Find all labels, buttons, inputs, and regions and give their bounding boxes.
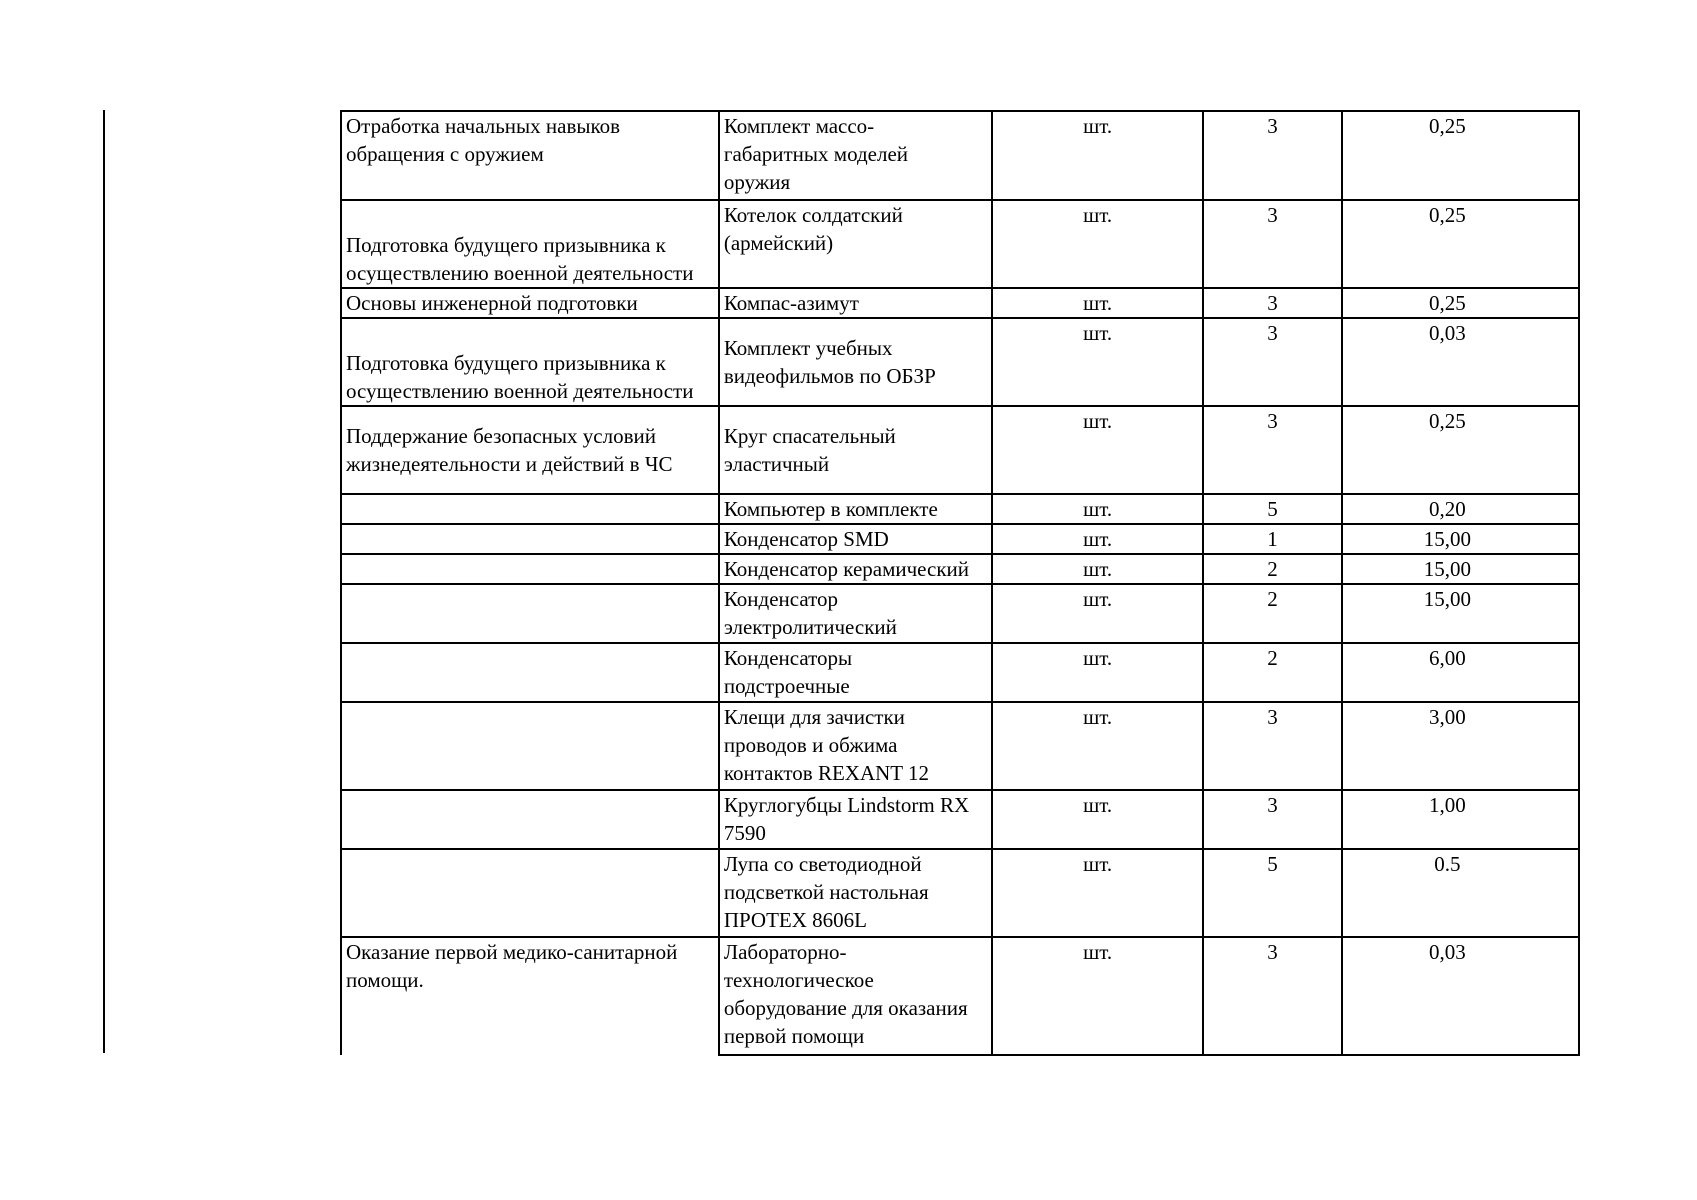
table-row: [341, 554, 1579, 584]
unit-cell: шт.: [992, 702, 1203, 790]
unit-cell: шт.: [992, 524, 1203, 554]
table-row: [341, 643, 1579, 702]
quantity-cell: 5: [1203, 494, 1342, 524]
item-cell: Лабораторно- технологическое оборудование для оказания первой помощи: [719, 937, 992, 1055]
value-cell: 0.5: [1342, 849, 1579, 937]
item-cell: Компас-азимут: [719, 288, 992, 318]
unit-cell: шт.: [992, 318, 1203, 406]
value-cell: 0,25: [1342, 200, 1579, 288]
item-cell: Конденсатор SMD: [719, 524, 992, 554]
quantity-cell: 2: [1203, 643, 1342, 702]
item-cell: Комплект учебных видеофильмов по ОБЗР: [719, 318, 992, 406]
unit-cell: шт.: [992, 111, 1203, 200]
item-cell: Комплект массо- габаритных моделей оружия: [719, 111, 992, 200]
value-cell: 3,00: [1342, 702, 1579, 790]
unit-cell: шт.: [992, 406, 1203, 494]
quantity-cell: 3: [1203, 406, 1342, 494]
topic-cell: Поддержание безопасных условий жизнедеятельности и действий в ЧС: [341, 406, 719, 494]
table-row: [341, 406, 1579, 494]
table-row: [341, 790, 1579, 849]
unit-cell: шт.: [992, 937, 1203, 1055]
quantity-cell: 2: [1203, 584, 1342, 643]
topic-cell: Оказание первой медико-санитарной помощи.: [341, 937, 719, 1055]
topic-cell: [341, 849, 719, 937]
table-row: [341, 524, 1579, 554]
item-cell: Клещи для зачистки проводов и обжима контактов REXANT 12: [719, 702, 992, 790]
topic-cell: [341, 643, 719, 702]
item-cell: Конденсаторы подстроечные: [719, 643, 992, 702]
quantity-cell: 3: [1203, 288, 1342, 318]
topic-cell: Подготовка будущего призывника к осуществлению военной деятельности: [341, 200, 719, 288]
unit-cell: шт.: [992, 643, 1203, 702]
unit-cell: шт.: [992, 790, 1203, 849]
table-row: [341, 494, 1579, 524]
value-cell: 6,00: [1342, 643, 1579, 702]
item-cell: Конденсатор электролитический: [719, 584, 992, 643]
value-cell: 0,20: [1342, 494, 1579, 524]
unit-cell: шт.: [992, 849, 1203, 937]
topic-cell: Основы инженерной подготовки: [341, 288, 719, 318]
value-cell: 0,25: [1342, 406, 1579, 494]
quantity-cell: 3: [1203, 937, 1342, 1055]
unit-cell: шт.: [992, 494, 1203, 524]
item-cell: Компьютер в комплекте: [719, 494, 992, 524]
value-cell: 0,03: [1342, 318, 1579, 406]
quantity-cell: 2: [1203, 554, 1342, 584]
topic-cell: Подготовка будущего призывника к осуществлению военной деятельности: [341, 318, 719, 406]
table-row: [341, 584, 1579, 643]
topic-cell: [341, 524, 719, 554]
unit-cell: шт.: [992, 554, 1203, 584]
quantity-cell: 3: [1203, 318, 1342, 406]
unit-cell: шт.: [992, 288, 1203, 318]
quantity-cell: 3: [1203, 111, 1342, 200]
table-row: [341, 288, 1579, 318]
quantity-cell: 5: [1203, 849, 1342, 937]
quantity-cell: 1: [1203, 524, 1342, 554]
value-cell: 0,03: [1342, 937, 1579, 1055]
topic-cell: [341, 584, 719, 643]
value-cell: 1,00: [1342, 790, 1579, 849]
item-cell: Круг спасательный эластичный: [719, 406, 992, 494]
topic-cell: [341, 494, 719, 524]
quantity-cell: 3: [1203, 702, 1342, 790]
value-cell: 0,25: [1342, 111, 1579, 200]
value-cell: 15,00: [1342, 584, 1579, 643]
quantity-cell: 3: [1203, 200, 1342, 288]
table-row: [341, 849, 1579, 937]
table-row: [341, 318, 1579, 406]
value-cell: 0,25: [1342, 288, 1579, 318]
table-row: [341, 702, 1579, 790]
topic-cell: Отработка начальных навыков обращения с оружием: [341, 111, 719, 200]
item-cell: Конденсатор керамический: [719, 554, 992, 584]
item-cell: Лупа со светодиодной подсветкой настольная ПРОТЕХ 8606L: [719, 849, 992, 937]
quantity-cell: 3: [1203, 790, 1342, 849]
unit-cell: шт.: [992, 200, 1203, 288]
value-cell: 15,00: [1342, 554, 1579, 584]
table-row: [341, 200, 1579, 288]
topic-cell: [341, 702, 719, 790]
table-row: [341, 937, 1579, 1055]
table-row: [341, 111, 1579, 200]
topic-cell: [341, 790, 719, 849]
value-cell: 15,00: [1342, 524, 1579, 554]
item-cell: Круглогубцы Lindstorm RX 7590: [719, 790, 992, 849]
page-margin-rule: [103, 110, 105, 1053]
item-cell: Котелок солдатский (армейский): [719, 200, 992, 288]
equipment-table: [340, 110, 1580, 1056]
topic-cell: [341, 554, 719, 584]
unit-cell: шт.: [992, 584, 1203, 643]
